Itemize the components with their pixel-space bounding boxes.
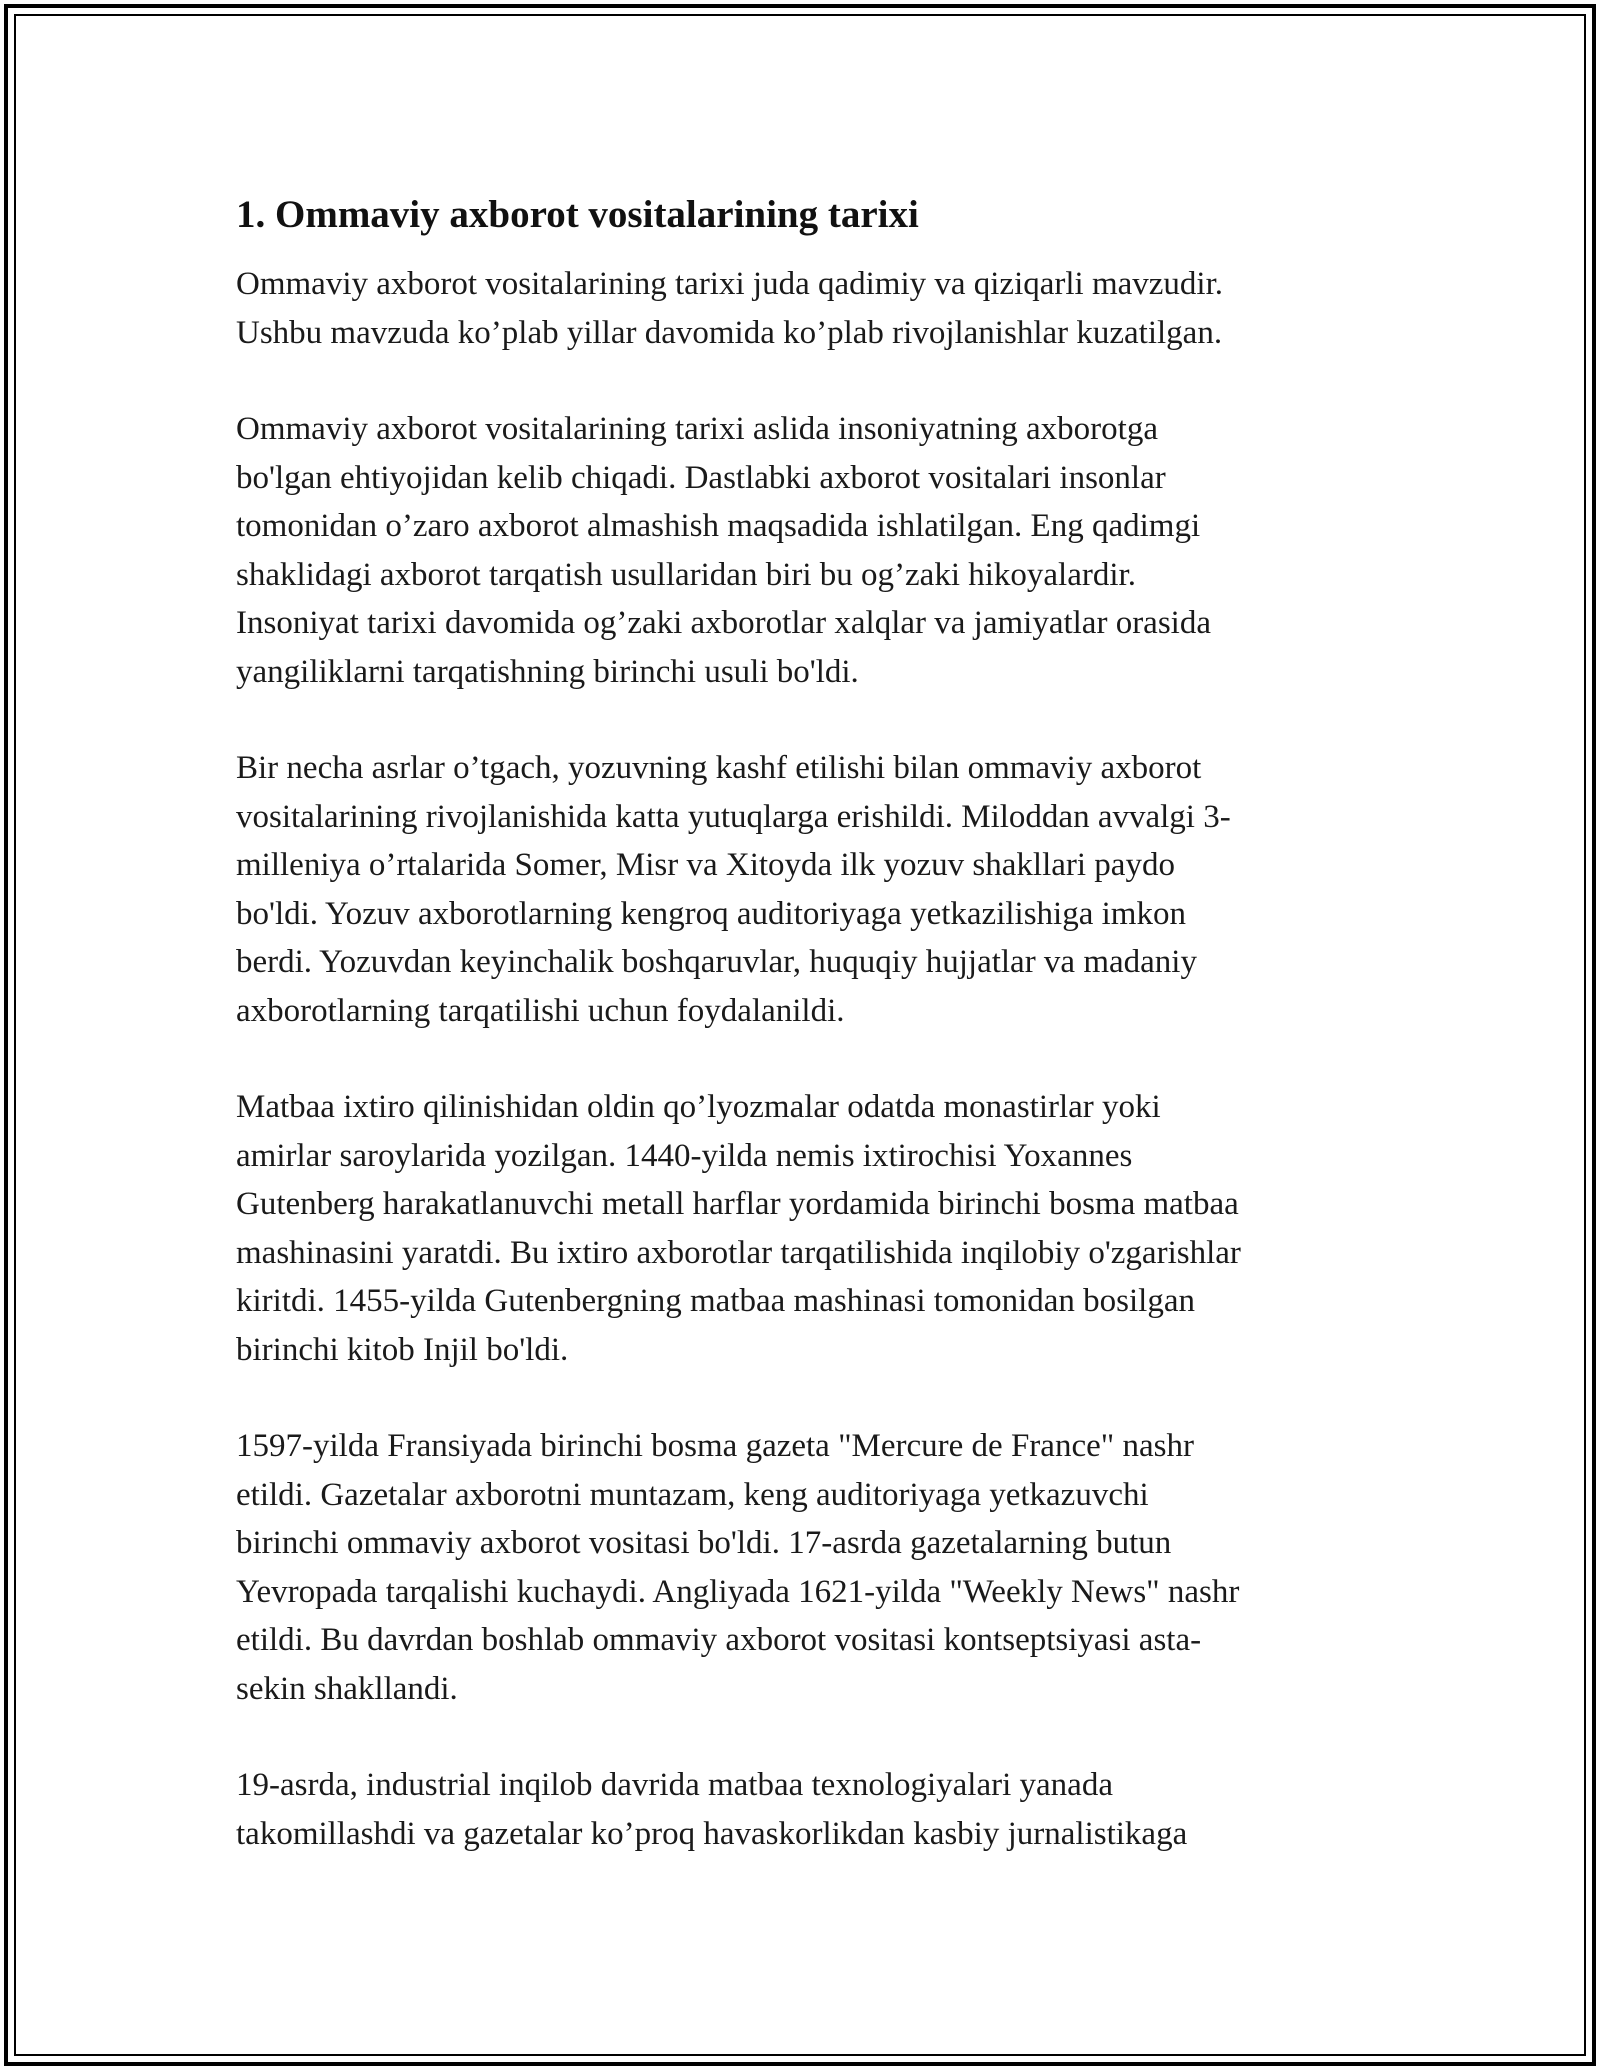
text-line: etildi. Bu davrdan boshlab ommaviy axborot vositasi kontseptsiyasi asta-: [236, 1622, 1202, 1658]
text-line: vositalarining rivojlanishida katta yutuqlarga erishildi. Miloddan avvalgi 3-: [236, 798, 1231, 835]
text-line: Bir necha asrlar o’tgach, yozuvning kashf etilishi bilan ommaviy axborot: [236, 750, 1202, 786]
text-line: birinchi ommaviy axborot vositasi bo'ldi. 17-asrda gazetalarning butun: [236, 1525, 1172, 1561]
paragraph-printing-press: [236, 1083, 1366, 1374]
text-line: Ommaviy axborot vositalarining tarixi aslida insoniyatning axborotga: [236, 411, 1158, 447]
text-line: 1597-yilda Fransiyada birinchi bosma gazeta "Mercure de France" nashr: [236, 1428, 1194, 1464]
paragraph-origins: [236, 405, 1366, 696]
text-line: takomillashdi va gazetalar ko’proq havaskorlikdan kasbiy jurnalistikaga: [236, 1815, 1188, 1852]
text-line: mashinasini yaratdi. Bu ixtiro axborotlar tarqatilishida inqilobiy o'zgarishlar: [236, 1234, 1241, 1271]
text-line: bo'lgan ehtiyojidan kelib chiqadi. Dastlabki axborot vositalari insonlar: [236, 459, 1166, 496]
text-line: tomonidan o’zaro axborot almashish maqsadida ishlatilgan. Eng qadimgi: [236, 508, 1201, 544]
section-title: 1. Ommaviy axborot vositalarining tarixi: [236, 193, 919, 236]
text-line: etildi. Gazetalar axborotni muntazam, keng auditoriyaga yetkazuvchi: [236, 1476, 1149, 1513]
text-line: 19-asrda, industrial inqilob davrida matbaa texnologiyalari yanada: [236, 1767, 1113, 1803]
text-line: birinchi kitob Injil bo'ldi.: [236, 1331, 569, 1368]
text-line: Matbaa ixtiro qilinishidan oldin qo’lyozmalar odatda monastirlar yoki: [236, 1089, 1161, 1125]
text-line: Yevropada tarqalishi kuchaydi. Angliyada 1621-yilda "Weekly News" nashr: [236, 1573, 1240, 1610]
text-line: sekin shakllandi.: [236, 1670, 458, 1707]
text-line: Ommaviy axborot vositalarining tarixi juda qadimiy va qiziqarli mavzudir.: [236, 266, 1224, 302]
paragraph-newspapers: [236, 1422, 1366, 1713]
text-line: Insoniyat tarixi davomida og’zaki axborotlar xalqlar va jamiyatlar orasida: [236, 605, 1211, 641]
document-body: [236, 188, 1366, 1906]
paragraph-industrial: [236, 1761, 1366, 1858]
paragraph-writing: [236, 744, 1366, 1035]
text-line: axborotlarning tarqatilishi uchun foydalanildi.: [236, 992, 845, 1029]
text-line: milleniya o’rtalarida Somer, Misr va Xitoyda ilk yozuv shakllari paydo: [236, 847, 1175, 883]
text-line: bo'ldi. Yozuv axborotlarning kengroq auditoriyaga yetkazilishiga imkon: [236, 895, 1186, 932]
text-line: kiritdi. 1455-yilda Gutenbergning matbaa mashinasi tomonidan bosilgan: [236, 1283, 1195, 1319]
text-line: Gutenberg harakatlanuvchi metall harflar yordamida birinchi bosma matbaa: [236, 1186, 1239, 1222]
paragraph-intro: [236, 260, 1366, 357]
text-line: amirlar saroylarida yozilgan. 1440-yilda nemis ixtirochisi Yoxannes: [236, 1137, 1133, 1174]
text-line: berdi. Yozuvdan keyinchalik boshqaruvlar, huquqiy hujjatlar va madaniy: [236, 944, 1197, 980]
text-line: shaklidagi axborot tarqatish usullaridan biri bu og’zaki hikoyalardir.: [236, 556, 1136, 593]
text-line: Ushbu mavzuda ko’plab yillar davomida ko’plab rivojlanishlar kuzatilgan.: [236, 314, 1223, 351]
text-line: yangiliklarni tarqatishning birinchi usuli bo'ldi.: [236, 653, 859, 690]
